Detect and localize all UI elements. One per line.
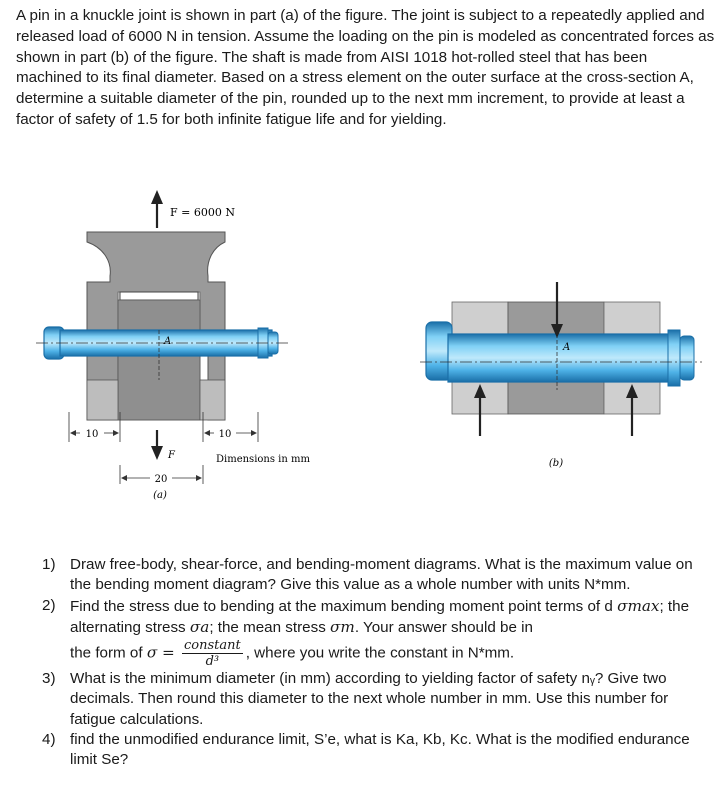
sigma-a: σa: [189, 617, 210, 636]
problem-statement: A pin in a knuckle joint is shown in part (a) of the figure. The joint is subject to a repeatedly applied and released load of 6000 N in tension. Assume the loading on the pin is modeled as concentrated forces as shown in part (b) of the figure. The shaft is made from AISI 1018 hot-rolled steel that has been machined to its final diameter. Based on a stress element on the outer surface at the cross-section A, determine a suitable diameter of the pin, rounded up to the next mm increment, to provide at least a factor of safety of 1.5 for both infinite fatigue life and for yielding.: [16, 7, 715, 128]
sigma-m: σm: [330, 617, 355, 636]
dim-bottom: 20: [154, 474, 168, 485]
part-b-drawing: [420, 282, 702, 469]
caption-b: (b): [548, 458, 564, 469]
stress-fraction: $\frac{\text{constant}}{\text{d³}}$: [183, 638, 241, 670]
sigma-max: σmax: [617, 596, 660, 615]
bottom-force-label: F: [168, 450, 175, 461]
knuckle-joint-figure: [0, 180, 728, 520]
sigma-equation: σ =: [146, 643, 175, 662]
question-list: [42, 555, 714, 771]
dim-left: 10: [85, 429, 99, 440]
dim-right: 10: [218, 429, 232, 440]
question-4: 4) find the unmodified endurance limit, S’e, what is Ka, Kb, Kc. What is the modified endurance limit Se?: [42, 731, 690, 769]
section-label-a: A: [164, 336, 172, 347]
caption-a: (a): [153, 490, 167, 501]
question-3: 3) What is the minimum diameter (in mm) according to yielding factor of safety nᵧ? Give two decimals. Then round this diameter to the next whole number in mm. Use this number for fatigue calculations.: [42, 670, 669, 728]
question-2: 2) Find the stress due to bending at the maximum bending moment point terms of d σmax; the alternating stress σa; the mean stress σm. Your answer should be in the form of σ = $\frac{\text{constant}}{\text{d³}}$ , where you write the constant in N*mm.: [42, 596, 690, 670]
part-a-drawing: [36, 190, 310, 501]
section-label-b: A: [563, 342, 571, 353]
force-label: F = 6000 N: [170, 206, 235, 219]
dimensions-note: Dimensions in mm: [216, 454, 310, 465]
question-1: 1) Draw free-body, shear-force, and bending-moment diagrams. What is the maximum value on the bending moment diagram? Give this value as a whole number with units N*mm.: [42, 556, 693, 594]
